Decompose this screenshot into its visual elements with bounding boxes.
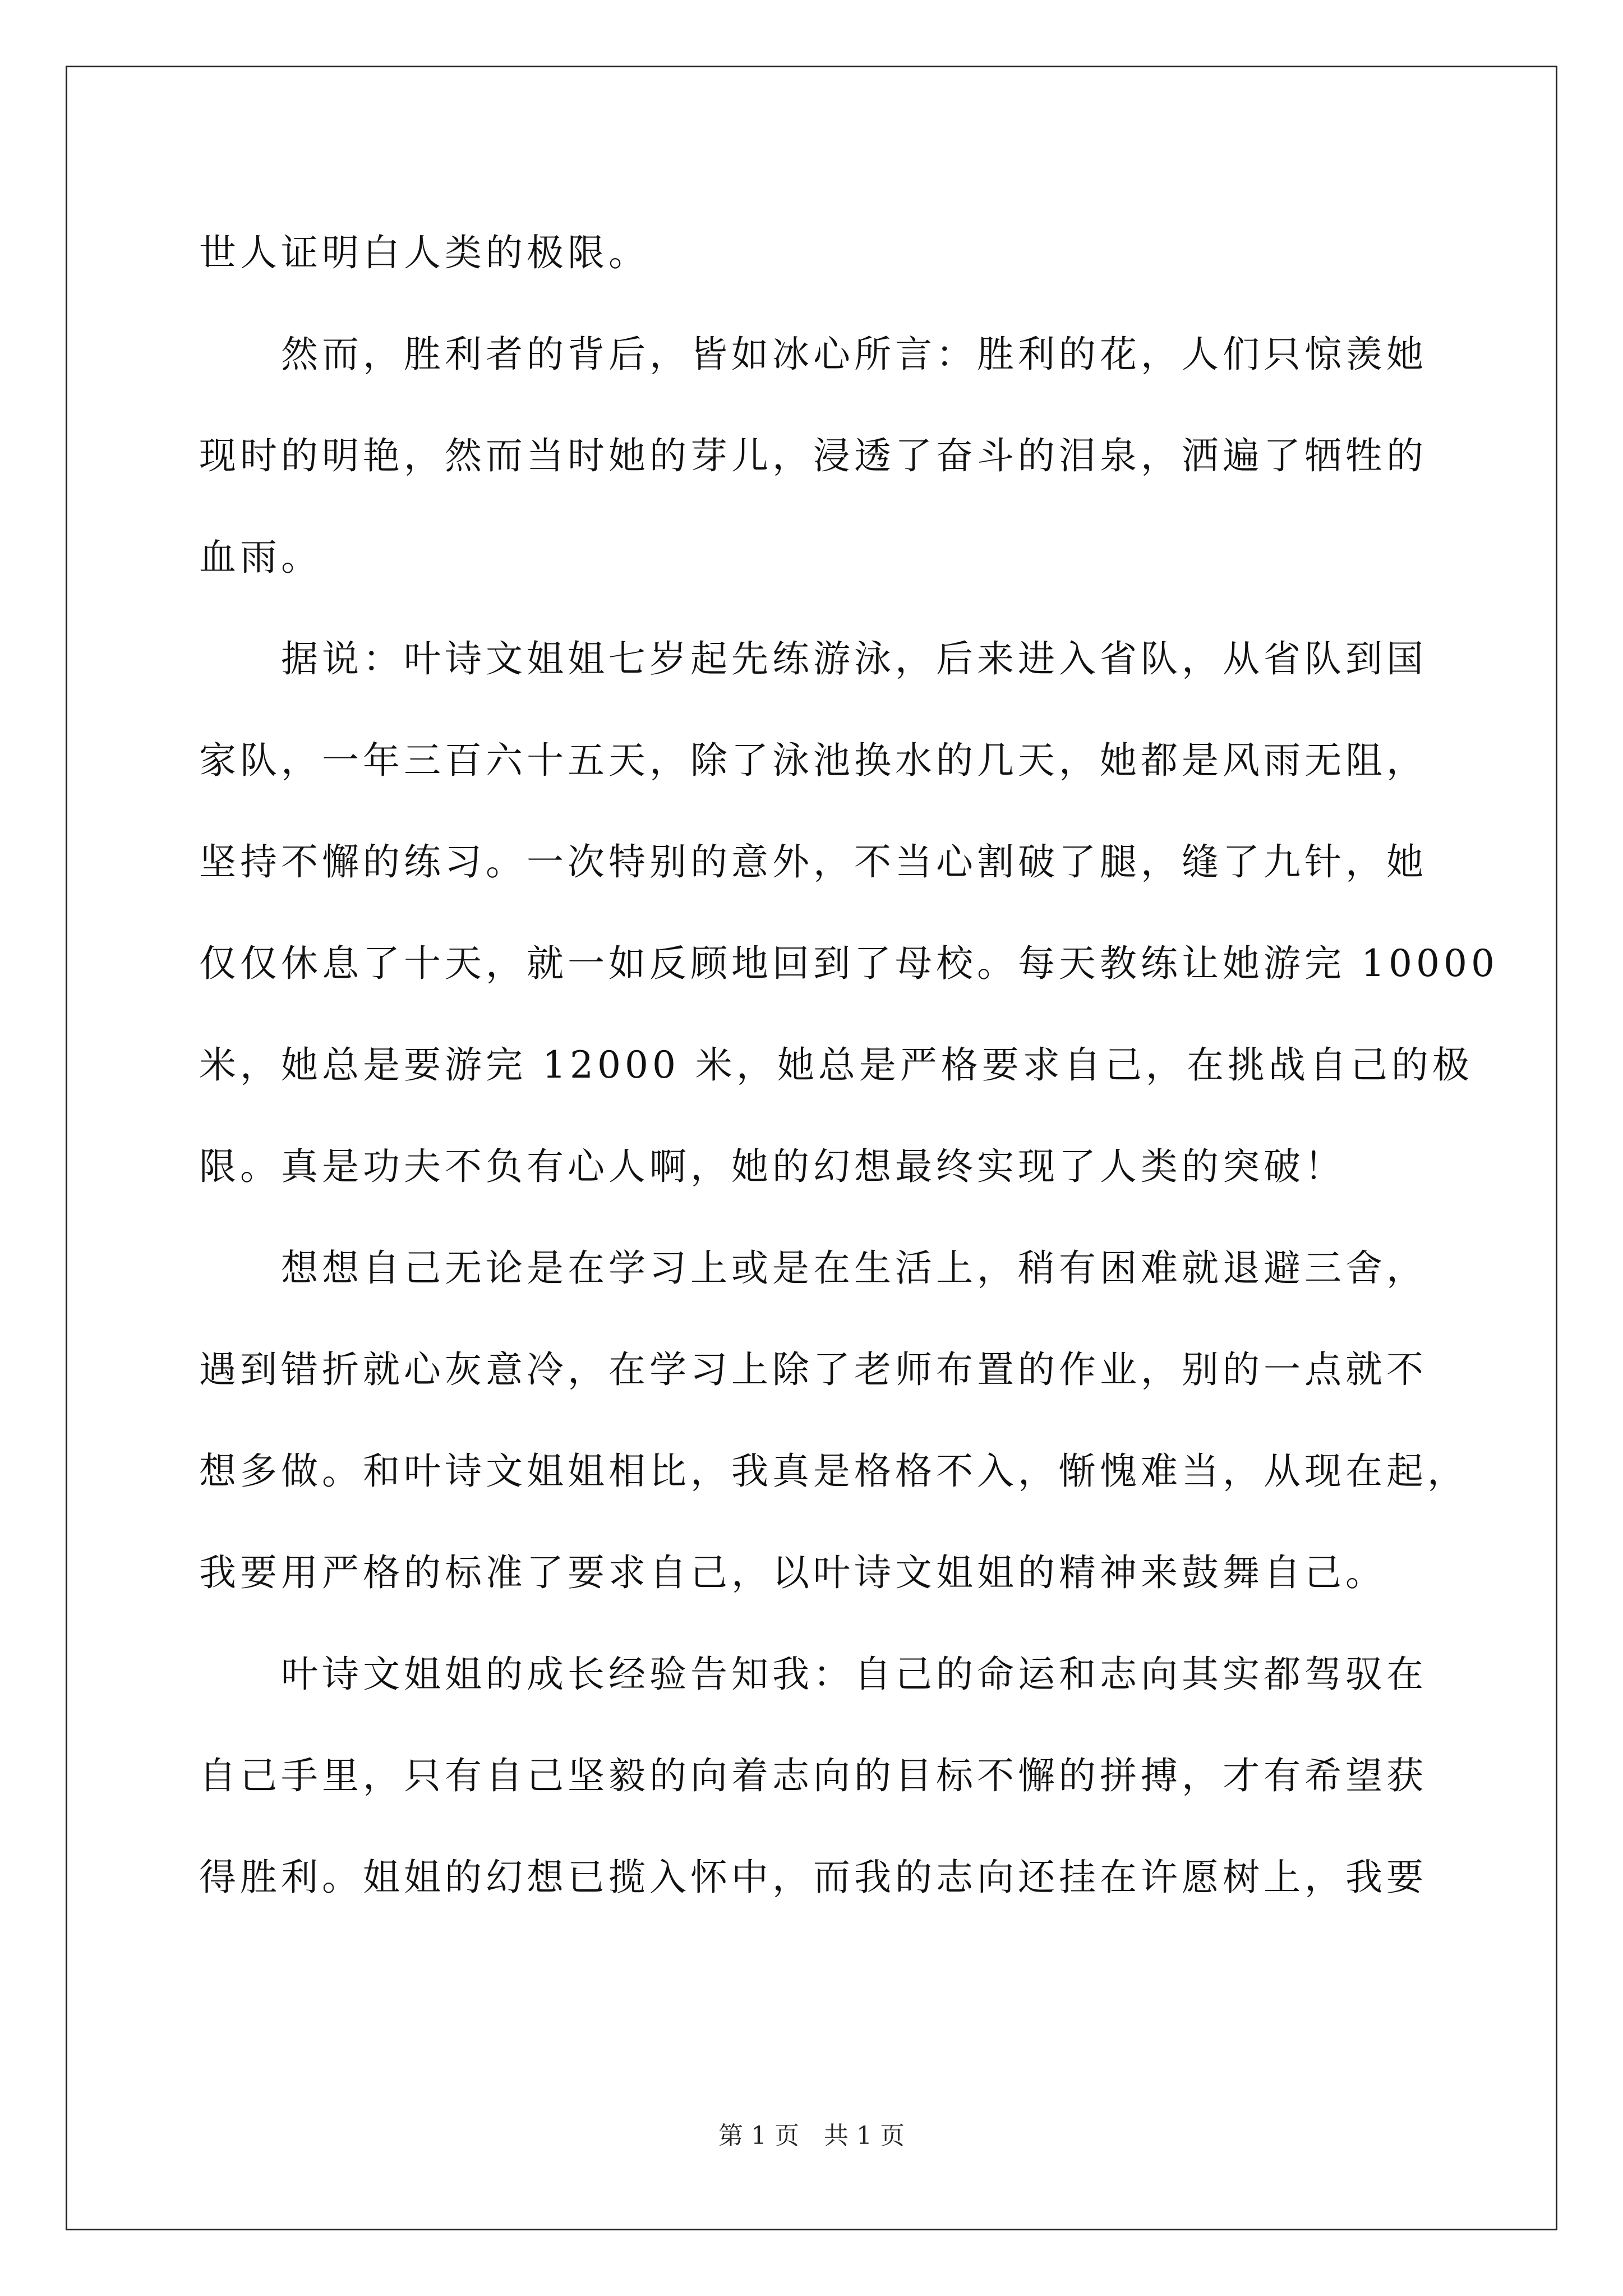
text-line: 想多做。和叶诗文姐姐相比，我真是格格不入，惭愧难当，从现在起， — [199, 1450, 1468, 1493]
text-line: 坚持不懈的练习。一次特别的意外，不当心割破了腿，缝了九针，她 — [199, 840, 1427, 884]
page-number-footer: 第 1 页 共 1 页 — [718, 2122, 905, 2150]
text-line: 家队，一年三百六十五天，除了泳池换水的几天，她都是风雨无阻， — [199, 739, 1427, 782]
text-line: 现时的明艳，然而当时她的芽儿，浸透了奋斗的泪泉，洒遍了牺牲的 — [199, 434, 1427, 477]
text-line: 血雨。 — [199, 536, 322, 579]
text-line: 我要用严格的标准了要求自己，以叶诗文姐姐的精神来鼓舞自己。 — [199, 1551, 1386, 1594]
document-body — [199, 202, 1498, 1928]
text-line: 世人证明白人类的极限。 — [199, 231, 649, 274]
text-line: 遇到错折就心灰意冷，在学习上除了老师布置的作业，别的一点就不 — [199, 1348, 1427, 1391]
text-line: 得胜利。姐姐的幻想已揽入怀中，而我的志向还挂在许愿树上，我要 — [199, 1856, 1427, 1899]
text-line: 米，她总是要游完 12000 米，她总是严格要求自己，在挑战自己的极 — [199, 1043, 1473, 1087]
text-line: 据说：叶诗文姐姐七岁起先练游泳，后来进入省队，从省队到国 — [281, 637, 1427, 680]
text-line: 然而，胜利者的背后，皆如冰心所言：胜利的花，人们只惊羡她 — [281, 333, 1427, 376]
text-line: 限。真是功夫不负有心人啊，她的幻想最终实现了人类的突破！ — [199, 1145, 1345, 1188]
text-line: 仅仅休息了十天，就一如反顾地回到了母校。每天教练让她游完 10000 — [199, 942, 1498, 985]
text-line: 想想自己无论是在学习上或是在生活上，稍有困难就退避三舍， — [281, 1246, 1427, 1290]
text-line: 叶诗文姐姐的成长经验告知我：自己的命运和志向其实都驾驭在 — [281, 1653, 1427, 1696]
text-line: 自己手里，只有自己坚毅的向着志向的目标不懈的拼搏，才有希望获 — [199, 1754, 1427, 1797]
